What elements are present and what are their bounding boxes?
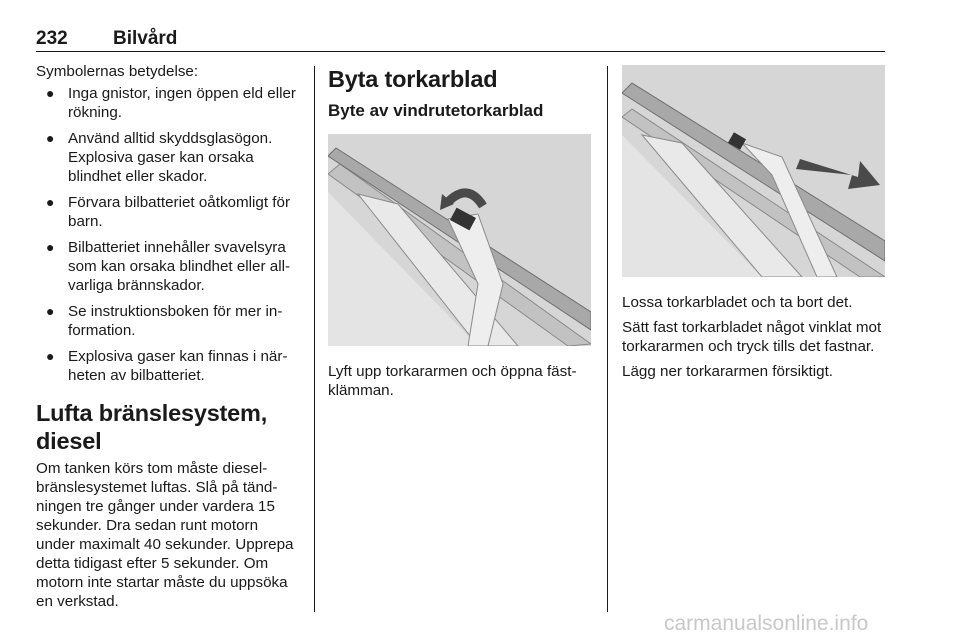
bullet-text: Använd alltid skyddsglasögon. Explosiva gaser kan orsaka blindhet eller skador. xyxy=(68,130,273,185)
bullet-icon: ● xyxy=(46,85,55,101)
attach-blade-step: Sätt fast torkarbladet något vinklat mot torkararmen och tryck tills det fastnar. xyxy=(622,319,882,355)
bullet-item xyxy=(36,129,300,186)
diesel-bleed-body: Om tanken körs tom måste dieselbränslesystemet luftas. Slå på tändningen tre gånger under vardera 15 sekunder. Dra sedan runt motorn under maximalt 40 sekunder. Upprepa detta tidigast efter 5 sekunder. Om motorn inte startar måste du uppsöka en verkstad. xyxy=(36,460,294,610)
left-column xyxy=(36,62,300,611)
bullet-text: Förvara bilbatteriet oåtkomligt för barn. xyxy=(68,194,290,230)
wiper-heading: Byta torkarblad xyxy=(328,66,498,92)
bullet-text: Explosiva gaser kan finnas i närheten av bilbatteriet. xyxy=(68,348,288,384)
bullet-icon: ● xyxy=(46,239,55,255)
bullet-text: Bilbatteriet innehåller svavelsyra som kan orsaka blindhet eller allvarliga brännskador. xyxy=(68,239,291,294)
page-number: 232 xyxy=(36,28,68,49)
bullet-text: Se instruktionsboken för mer information. xyxy=(68,303,283,339)
wiper-remove-illustration xyxy=(622,65,885,277)
bullet-icon: ● xyxy=(46,130,55,146)
remove-blade-step: Lossa torkarbladet och ta bort det. xyxy=(622,294,853,311)
wiper-subheading: Byte av vindrutetorkarblad xyxy=(328,101,544,120)
bullet-item xyxy=(36,193,300,231)
lower-arm-step: Lägg ner torkararmen försiktigt. xyxy=(622,363,834,380)
page-header xyxy=(36,28,885,52)
column-divider-right xyxy=(607,66,608,612)
wiper-remove-drawing xyxy=(622,65,885,277)
watermark-logo: carmanualsonline.info xyxy=(664,612,869,635)
diesel-bleed-heading: Lufta bränslesystem, diesel xyxy=(36,400,268,454)
right-column xyxy=(622,62,886,381)
wiper-lift-caption: Lyft upp torkararmen och öppna fästklämman. xyxy=(328,363,577,399)
bullet-icon: ● xyxy=(46,348,55,364)
section-title: Bilvård xyxy=(113,28,178,49)
wiper-lift-illustration xyxy=(328,134,591,346)
bullet-item xyxy=(36,238,300,295)
bullet-item xyxy=(36,302,300,340)
column-divider-left xyxy=(314,66,315,612)
middle-column xyxy=(328,62,594,400)
bullet-text: Inga gnistor, ingen öppen eld eller rökning. xyxy=(68,85,296,121)
wiper-lift-drawing xyxy=(328,134,591,346)
bullet-icon: ● xyxy=(46,303,55,319)
bullet-item xyxy=(36,347,300,385)
symbols-intro: Symbolernas betydelse: xyxy=(36,63,199,80)
header-rule xyxy=(36,51,885,52)
bullet-item xyxy=(36,84,300,122)
symbol-bullet-list xyxy=(36,84,300,385)
bullet-icon: ● xyxy=(46,194,55,210)
